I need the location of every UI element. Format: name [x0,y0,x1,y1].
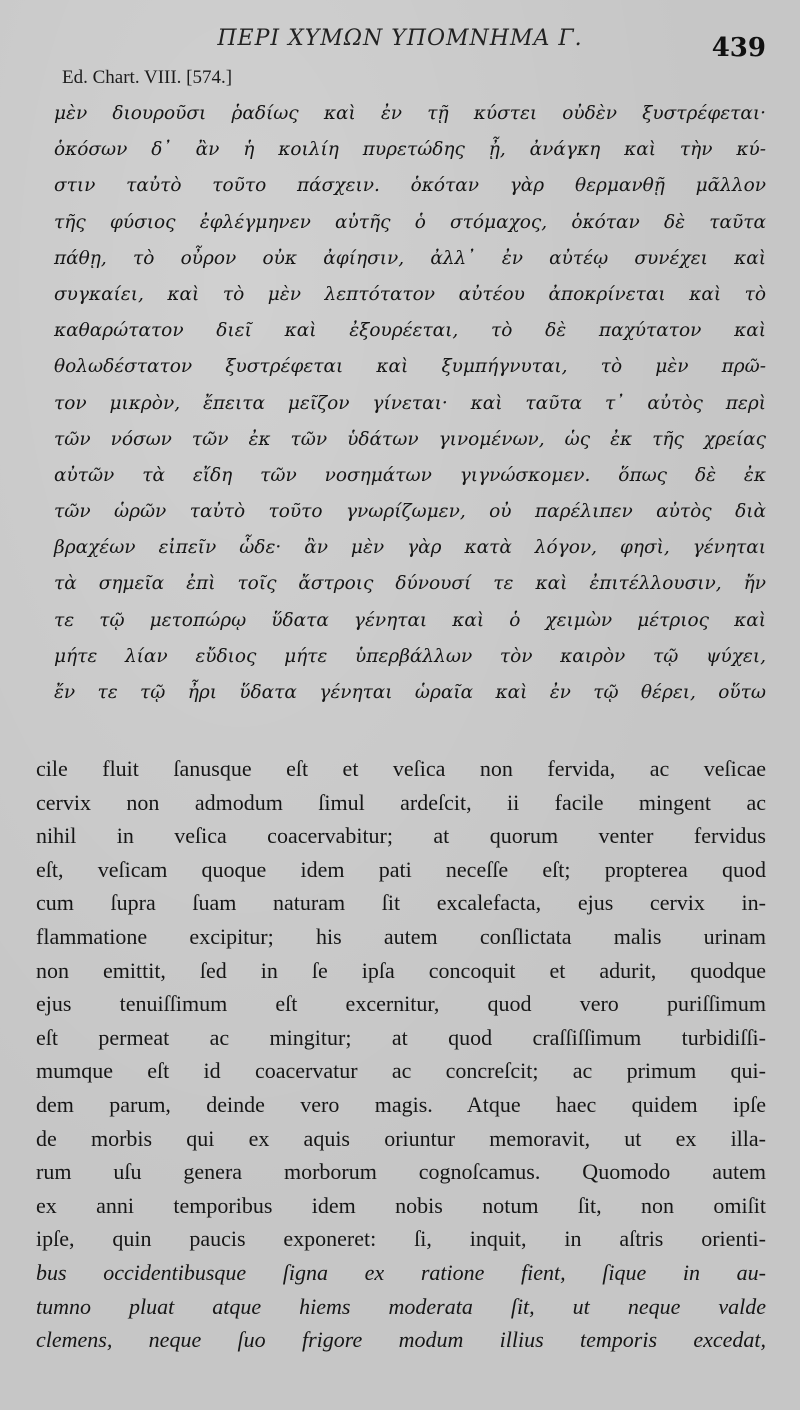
latin-text-line: rum uſu genera morborum cognoſcamus. Quomodo autem [36,1159,766,1185]
greek-text-line: αὐτῶν τὰ εἴδη τῶν νοσημάτων γιγνώσκομεν. ὅπως δὲ ἐκ [54,464,766,486]
page-number: 439 [711,33,766,63]
greek-text-line: πάθῃ, τὸ οὖρον οὐκ ἀφίησιν, ἀλλ᾽ ἐν αὐτέῳ συνέχει καὶ [54,247,766,269]
latin-text-line: cum ſupra ſuam naturam ſit excalefacta, ejus cervix in- [36,890,766,916]
greek-text-line: τὰ σημεῖα ἐπὶ τοῖς ἄστροις δύνουσί τε καὶ ἐπιτέλλουσιν, ἤν [54,573,766,595]
latin-text-line: ejus tenuiſſimum eſt excernitur, quod vero puriſſimum [36,991,766,1017]
latin-text-block [36,752,766,1357]
latin-text-line: cervix non admodum ſimul ardeſcit, ii facile mingent ac [36,789,766,815]
latin-text-line: eſt, veſicam quoque idem pati neceſſe eſt; propterea quod [36,856,766,882]
greek-text-line: τῶν ὡρῶν ταὐτὸ τοῦτο γνωρίζωμεν, οὐ παρέλιπεν αὐτὸς διὰ [54,501,766,523]
latin-text-line: tumno pluat atque hiems moderata ſit, ut neque valde [36,1293,766,1319]
running-title: ΠΕΡΙ ΧΥΜΩΝ ΥΠΟΜΝΗΜΑ Γ. [217,26,583,51]
latin-text-line: nihil in veſica coacervabitur; at quorum venter fervidus [36,823,766,849]
latin-text-line: mumque eſt id coacervatur ac concreſcit; ac primum qui- [36,1058,766,1084]
greek-text-block [54,96,766,711]
greek-text-line: ἔν τε τῷ ἦρι ὕδατα γένηται ὡραῖα καὶ ἐν τῷ θέρει, οὕτω [54,682,766,703]
latin-text-line: cile fluit ſanusque eſt et veſica non fervida, ac veſicae [36,756,766,781]
greek-text-line: βραχέων εἰπεῖν ὧδε· ἂν μὲν γὰρ κατὰ λόγον, φησὶ, γένηται [54,537,766,559]
greek-text-line: τῶν νόσων τῶν ἐκ τῶν ὑδάτων γινομένων, ὡς ἐκ τῆς χρείας [54,428,766,450]
latin-text-line: eſt permeat ac mingitur; at quod craſſiſſimum turbidiſſi- [36,1024,766,1050]
latin-text-line: ipſe, quin paucis exponeret: ſi, inquit, in aſtris orienti- [36,1226,766,1252]
latin-text-line: de morbis qui ex aquis oriuntur memoravit, ut ex illa- [36,1125,766,1151]
latin-text-line: bus occidentibusque ſigna ex ratione fient, ſique in au- [36,1259,766,1285]
greek-text-line: τῆς φύσιος ἐφλέγμηνεν αὐτῆς ὁ στόμαχος, ὁκόταν δὲ ταῦτα [54,211,766,233]
edition-reference: Ed. Chart. VIII. [574.] [62,67,233,88]
latin-text-line: clemens, neque ſuo frigore modum illius temporis excedat, [36,1327,766,1353]
latin-text-line: ex anni temporibus idem nobis notum ſit, non omiſit [36,1192,766,1218]
greek-text-line: θολωδέστατον ξυστρέφεται καὶ ξυμπήγνυται, τὸ μὲν πρῶ- [54,356,766,378]
greek-text-line: καθαρώτατον διεῖ καὶ ἐξουρέεται, τὸ δὲ παχύτατον καὶ [54,320,766,342]
greek-text-line: τον μικρὸν, ἔπειτα μεῖζον γίνεται· καὶ ταῦτα τ᾽ αὐτὸς περὶ [54,392,766,414]
greek-text-line: συγκαίει, καὶ τὸ μὲν λεπτότατον αὐτέου ἀποκρίνεται καὶ τὸ [54,283,766,305]
latin-text-line: non emittit, ſed in ſe ipſa concoquit et adurit, quodque [36,957,766,983]
greek-text-line: στιν ταὐτὸ τοῦτο πάσχειν. ὁκόταν γὰρ θερμανθῇ μᾶλλον [54,175,766,197]
greek-text-line: ὁκόσων δ᾽ ἂν ἡ κοιλίη πυρετώδης ᾖ, ἀνάγκη καὶ τὴν κύ- [54,139,766,161]
greek-text-line: μὲν διουροῦσι ῥαδίως καὶ ἐν τῇ κύστει οὐδὲν ξυστρέφεται· [54,103,766,124]
latin-text-line: dem parum, deinde vero magis. Atque haec quidem ipſe [36,1091,766,1117]
greek-text-line: μήτε λίαν εὔδιος μήτε ὑπερβάλλων τὸν καιρὸν τῷ ψύχει, [54,645,766,667]
latin-text-line: flammatione excipitur; his autem conſlictata malis urinam [36,923,766,949]
greek-text-line: τε τῷ μετοπώρῳ ὕδατα γένηται καὶ ὁ χειμὼν μέτριος καὶ [54,609,766,631]
